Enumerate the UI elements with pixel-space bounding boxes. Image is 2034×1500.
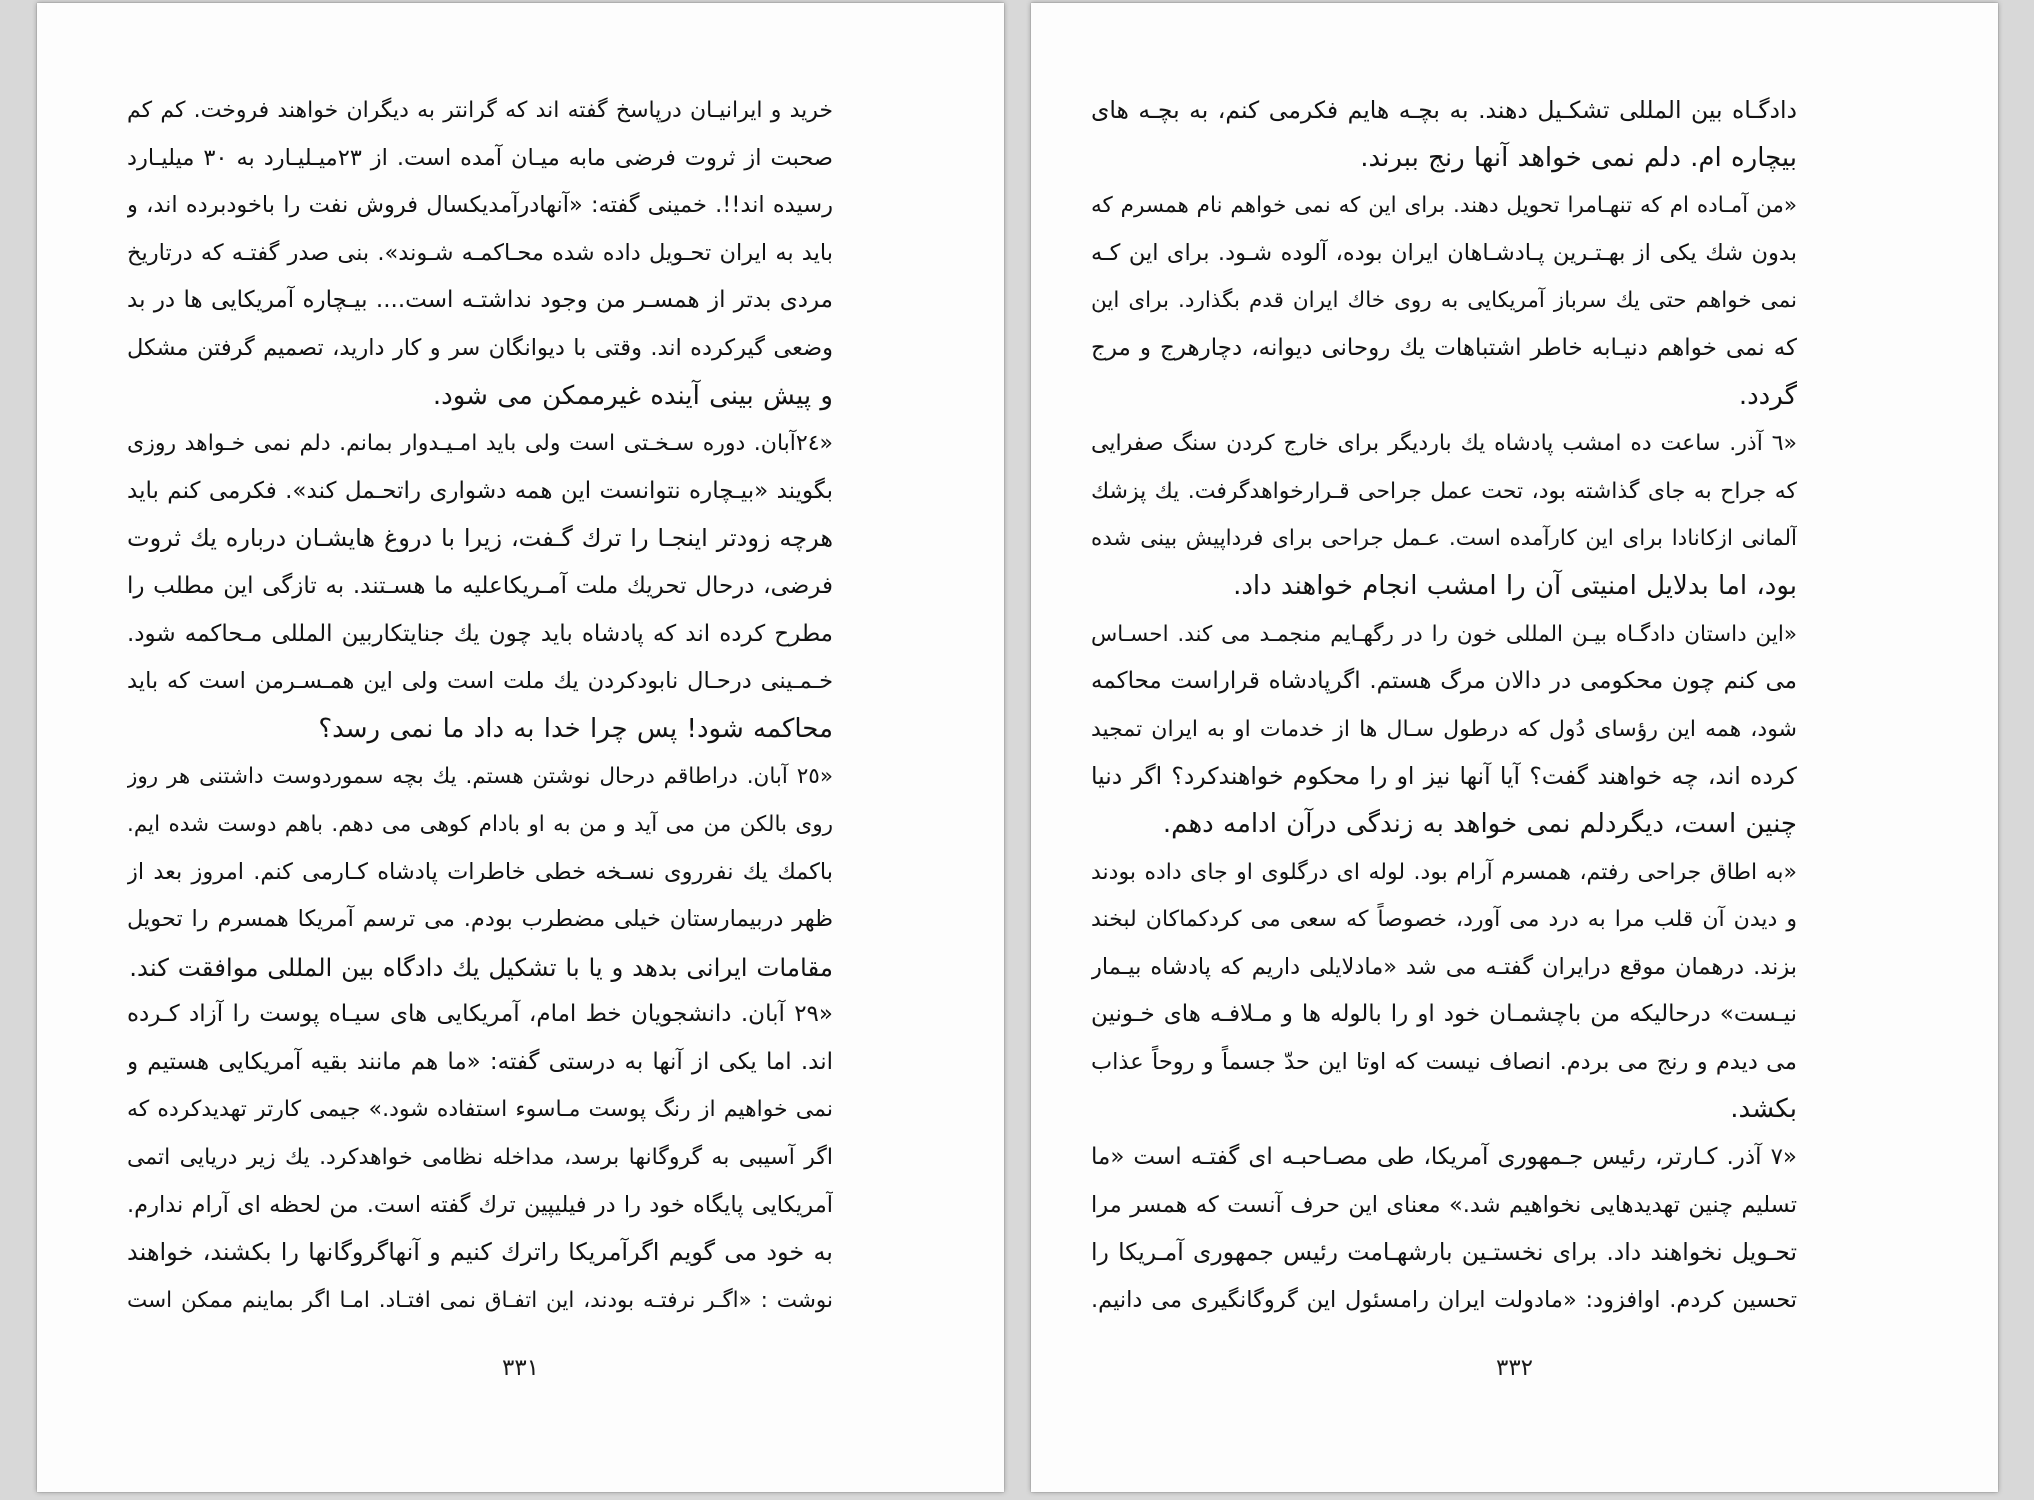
text-line: اگر آسیبی به گروگانها برسد، مداخله نظامی خواهدكرد. یك زیر دریایی اتمی	[127, 1145, 833, 1171]
text-line: بگویند «بیـچاره نتوانست این همه دشواری راتحـمل كند». فكرمی كنم باید	[127, 477, 833, 504]
book-page-left	[37, 3, 1004, 1492]
text-line: كرده اند، چه خواهند گفت؟ آیا آنها نیز او را محكوم خواهندكرد؟ اگر دنیا	[1091, 762, 1797, 791]
text-line: چنین است، دیگردلم نمی خواهد به زندگی درآن ادامه دهم.	[1162, 808, 1797, 839]
text-line: نمی خواهیم از رنگ پوست مـاسوء استفاده شود.» جیمی كارتر تهدیدكرده كه	[127, 1097, 833, 1123]
text-line: خـمـینی درحـال نابودكردن یك ملت است ولی این همـسـرمن است كه باید	[127, 668, 833, 695]
text-line: شود، همه این رؤسای دُول كه درطول سـال ها از خدمات او به ایران تمجید	[1091, 716, 1797, 742]
text-line: «من آمـاده ام كه تنهـامرا تحویل دهند. برای این كه نمی خواهم نام همسرم كه	[1091, 193, 1797, 219]
text-line: «۲٤آبان. دوره سـخـتی است ولی باید امـیـدوار بمانم. دلم نمی خـواهد روزی	[127, 431, 833, 457]
text-line: «۲٥ آبان. دراطاقم درحال نوشتن هستم. یك بچه سموردوست داشتنی هر روز	[127, 764, 833, 790]
text-line: بكشد.	[1730, 1094, 1797, 1125]
text-line: مطرح كرده اند كه پادشاه باید چون یك جنایتكاربین المللی مـحاكمه شود.	[127, 620, 833, 647]
text-line: «۲۹ آبان. دانشجویان خط امام، آمریكایی های سیـاه پوست را آزاد كـرده	[127, 1001, 833, 1028]
text-line: تحـویل نخواهند داد. برای نخستـین بارشهـامت رئیس جمهوری آمـریكا را	[1091, 1238, 1797, 1267]
text-line: می كنم چون محكومی در دالان مرگ هستم. اگرپادشاه قراراست محاكمه	[1091, 668, 1797, 695]
text-line: و پیش بینی آینده غیرممكن می شود.	[432, 380, 833, 411]
text-line: صحبت از ثروت فرضی مابه میـان آمده است. از ۲۳میـلیـارد به ۳۰ میلیـارد	[127, 144, 833, 171]
text-line: روی بالكن من می آید و من به او بادام كوهی می دهم. باهم دوست شده ایم.	[127, 811, 833, 837]
text-line: باكمك یك نفرروی نسـخه خطی خاطرات پادشاه كـارمی كنم. امروز بعد از	[127, 858, 833, 885]
page-number: ۳۳۲	[1495, 1355, 1534, 1381]
text-line: نوشت : «اگـر نرفتـه بودند، این اتفـاق نمی افتـاد. امـا اگر بماینم ممكن است	[127, 1287, 833, 1313]
text-line: محاكمه شود! پس چرا خدا به داد ما نمی رسد؟	[318, 713, 833, 744]
text-line: می دیدم و رنج می بردم. انصاف نیست كه اوتا این حدّ جسماً و روحاً عذاب	[1091, 1048, 1797, 1075]
text-line: دادگـاه بین المللی تشكـیل دهند. به بچـه هایم فكرمی كنم، به بچـه های	[1091, 96, 1797, 124]
text-line: ظهر دربیمارستان خیلی مضطرب بودم. می ترسم آمریكا همسرم را تحویل	[127, 906, 833, 933]
text-line: «٦ آذر. ساعت ده امشب پادشاه یك باردیگر برای خارج كردن سنگ صفرایی	[1091, 431, 1797, 457]
text-line: باید به ایران تحـویل داده شده محـاكمـه شـوند». بنی صدر گفتـه كه درتاریخ	[127, 239, 833, 266]
text-line: خرید و ایرانیـان درپاسخ گفته اند كه گرانتر به دیگران خواهند فروخت. كم كم	[127, 98, 833, 123]
text-line: «به اطاق جراحی رفتم، همسرم آرام بود. لوله ای درگلوی او جای داده بودند	[1091, 859, 1797, 885]
text-line: مقامات ایرانی بدهد و یا با تشكیل یك دادگاه بین المللی موافقت كند.	[129, 952, 833, 982]
page-text-column	[127, 87, 833, 1324]
text-line: رسیده اند!!. خمینی گفته: «آنهادرآمدیكسال فروش نفت را باخودبرده اند، و	[127, 192, 833, 219]
text-line: «۷ آذر. كـارتر، رئیس جـمهوری آمریكا، طی مصـاحبـه ای گفتـه است «ما	[1091, 1144, 1797, 1171]
text-line: تسلیم چنین تهدیدهایی نخواهیم شد.» معنای این حرف آنست كه همسر مرا	[1091, 1191, 1797, 1218]
text-line: «این داستان دادگـاه بیـن المللی خون را در رگهـایم منجمـد می كند. احسـاس	[1091, 621, 1797, 647]
page-number: ۳۳۱	[501, 1355, 540, 1381]
book-page-right	[1031, 3, 1998, 1492]
text-line: بزند. درهمان موقع درایران گفتـه می شد «مادلایلی داریم كه پادشاه بیـمار	[1091, 953, 1797, 980]
text-line: فرضی، درحال تحریك ملت آمـریكاعلیه ما هسـتند. به تازگی این مطلب را	[127, 572, 833, 599]
page-text-column	[1091, 87, 1797, 1324]
text-line: كه جراح به جای گذاشته بود، تحت عمل جراحی قـرارخواهدگرفت. یك پزشك	[1091, 478, 1797, 504]
text-line: گردد.	[1738, 380, 1797, 411]
text-line: آمریكایی پایگاه خود را در فیلیپین ترك گفته است. من لحظه ای آرام ندارم.	[127, 1191, 833, 1218]
text-line: مردی بدتر از همسـر من وجود نداشتـه است.... بیـچاره آمریكایی ها در بد	[127, 287, 833, 314]
text-line: تحسین كردم. اوافزود: «مادولت ایران رامسئول این گروگانگیری می دانیم.	[1091, 1286, 1797, 1313]
text-line: بود، اما بدلایل امنیتی آن را امشب انجام خواهند داد.	[1233, 570, 1797, 601]
text-line: نمی خواهم حتی یك سرباز آمریكایی به روی خاك ایران قدم بگذارد. برای این	[1091, 288, 1797, 314]
text-line: كه نمی خواهم دنیـابه خاطر اشتباهات یك روحانی دیوانه، دچارهرج و مرج	[1091, 334, 1797, 361]
text-line: بیچاره ام. دلم نمی خواهد آنها رنج ببرند.	[1360, 142, 1797, 173]
text-line: وضعی گیركرده اند. وقتی با دیوانگان سر و كار دارید، تصمیم گرفتن مشكل	[127, 334, 833, 361]
text-line: نیـست» درحالیكه من باچشمـان خود او را بالوله ها و مـلافـه های خـونین	[1091, 1001, 1797, 1028]
text-line: و دیدن آن قلب مرا به درد می آورد، خصوصاً كه سعی می كردكماكان لبخند	[1091, 907, 1797, 933]
text-line: بدون شك یكی از بهـتـرین پـادشـاهان ایران بوده، آلوده شـود. برای این كـه	[1091, 239, 1797, 266]
text-line: به خود می گویم اگرآمریكا راترك كنیم و آنهاگروگانها را بكشند، خواهند	[127, 1238, 833, 1267]
text-line: اند. اما یكی از آنها به درستی گفته: «ما هم مانند بقیه آمریكایی هستیم و	[127, 1048, 833, 1075]
text-line: آلمانی ازكانادا برای این كارآمده است. عـمل جراحی برای فرداپیش بینی شده	[1091, 526, 1797, 552]
text-line: هرچه زودتر اینجـا را ترك گـفت، زیرا با دروغ هایشـان درباره یك ثروت	[127, 524, 833, 553]
